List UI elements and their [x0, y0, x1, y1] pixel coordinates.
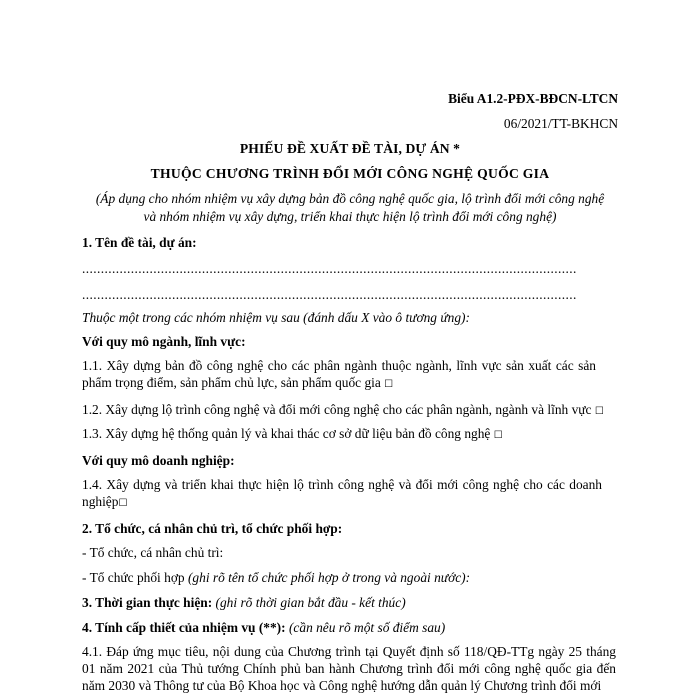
circular-number: 06/2021/TT-BKHCN: [503, 116, 618, 131]
item-1-1: [82, 357, 596, 393]
item-4-1: 4.1. Đáp ứng mục tiêu, nội dung của Chương trình tại Quyết định số 118/QĐ-TTg ngày 25 tháng 01 năm 2021 của Thủ tướng Chính phủ ban hành Chương trình đổi mới công nghệ quốc gia đến năm 2030 và Thông tư của Bộ Khoa học và Công nghệ hướng dẫn quản lý Chương trình đổi mới: [82, 644, 616, 693]
section-3-note: (ghi rõ thời gian bắt đầu - kết thúc): [215, 595, 406, 610]
item-1-2-text: 1.2. Xây dựng lộ trình công nghệ và đổi mới công nghệ cho các phân ngành, ngành và lĩnh vực: [82, 402, 592, 417]
form-subtitle-line-2: và nhóm nhiệm vụ xây dựng, triển khai thực hiện lộ trình đổi mới công nghệ): [143, 209, 557, 224]
section-1-heading: 1. Tên đề tài, dự án:: [82, 235, 197, 250]
checkbox-1-3[interactable]: ☐: [493, 430, 503, 441]
item-1-1-text: 1.1. Xây dựng bản đồ công nghệ cho các phân ngành thuộc ngành, lĩnh vực sản xuất các sản phẩm trọng điểm, sản phẩm chủ lực, sản phẩm quốc gia: [82, 358, 596, 390]
partner-label: - Tổ chức phối hợp: [82, 570, 185, 585]
form-title-line-1: PHIẾU ĐỀ XUẤT ĐỀ TÀI, DỰ ÁN *: [239, 141, 461, 156]
partner-organization: [82, 569, 620, 586]
form-subtitle-line-1: (Áp dụng cho nhóm nhiệm vụ xây dựng bản đồ công nghệ quốc gia, lộ trình đổi mới công nghệ: [95, 191, 605, 206]
section-3: [82, 594, 620, 611]
form-code: Biểu A1.2-PĐX-BĐCN-LTCN: [448, 91, 618, 106]
project-name-line-1: ....................................................................................................................................: [82, 261, 577, 276]
host-organization-label: - Tổ chức, cá nhân chủ trì:: [82, 545, 224, 560]
enterprise-heading: Với quy mô doanh nghiệp:: [82, 453, 235, 468]
section-3-heading: 3. Thời gian thực hiện:: [82, 595, 213, 610]
project-name-line-2: ....................................................................................................................................: [82, 287, 577, 302]
checkbox-1-2[interactable]: ☐: [594, 406, 604, 417]
group-instruction: Thuộc một trong các nhóm nhiệm vụ sau (đánh dấu X vào ô tương ứng):: [82, 310, 470, 325]
checkbox-1-4[interactable]: ☐: [118, 498, 128, 509]
sector-heading: Với quy mô ngành, lĩnh vực:: [82, 334, 246, 349]
item-1-4-text: 1.4. Xây dựng và triển khai thực hiện lộ trình công nghệ và đổi mới công nghệ cho các doanh nghiệp: [82, 477, 602, 509]
form-title-line-2: THUỘC CHƯƠNG TRÌNH ĐỔI MỚI CÔNG NGHỆ QUỐC GIA: [150, 166, 550, 181]
partner-note: (ghi rõ tên tổ chức phối hợp ở trong và ngoài nước):: [187, 570, 471, 585]
section-4-note: (cần nêu rõ một số điểm sau): [288, 620, 446, 635]
section-4: [82, 619, 620, 636]
checkbox-1-1[interactable]: ☐: [384, 379, 394, 390]
section-4-heading: 4. Tính cấp thiết của nhiệm vụ (**):: [82, 620, 286, 635]
item-1-4: [82, 476, 602, 512]
item-1-3: [82, 425, 620, 444]
item-1-2: [82, 401, 620, 420]
item-1-3-text: 1.3. Xây dựng hệ thống quản lý và khai thác cơ sở dữ liệu bản đồ công nghệ: [82, 426, 491, 441]
section-2-heading: 2. Tổ chức, cá nhân chủ trì, tổ chức phối hợp:: [82, 521, 343, 536]
